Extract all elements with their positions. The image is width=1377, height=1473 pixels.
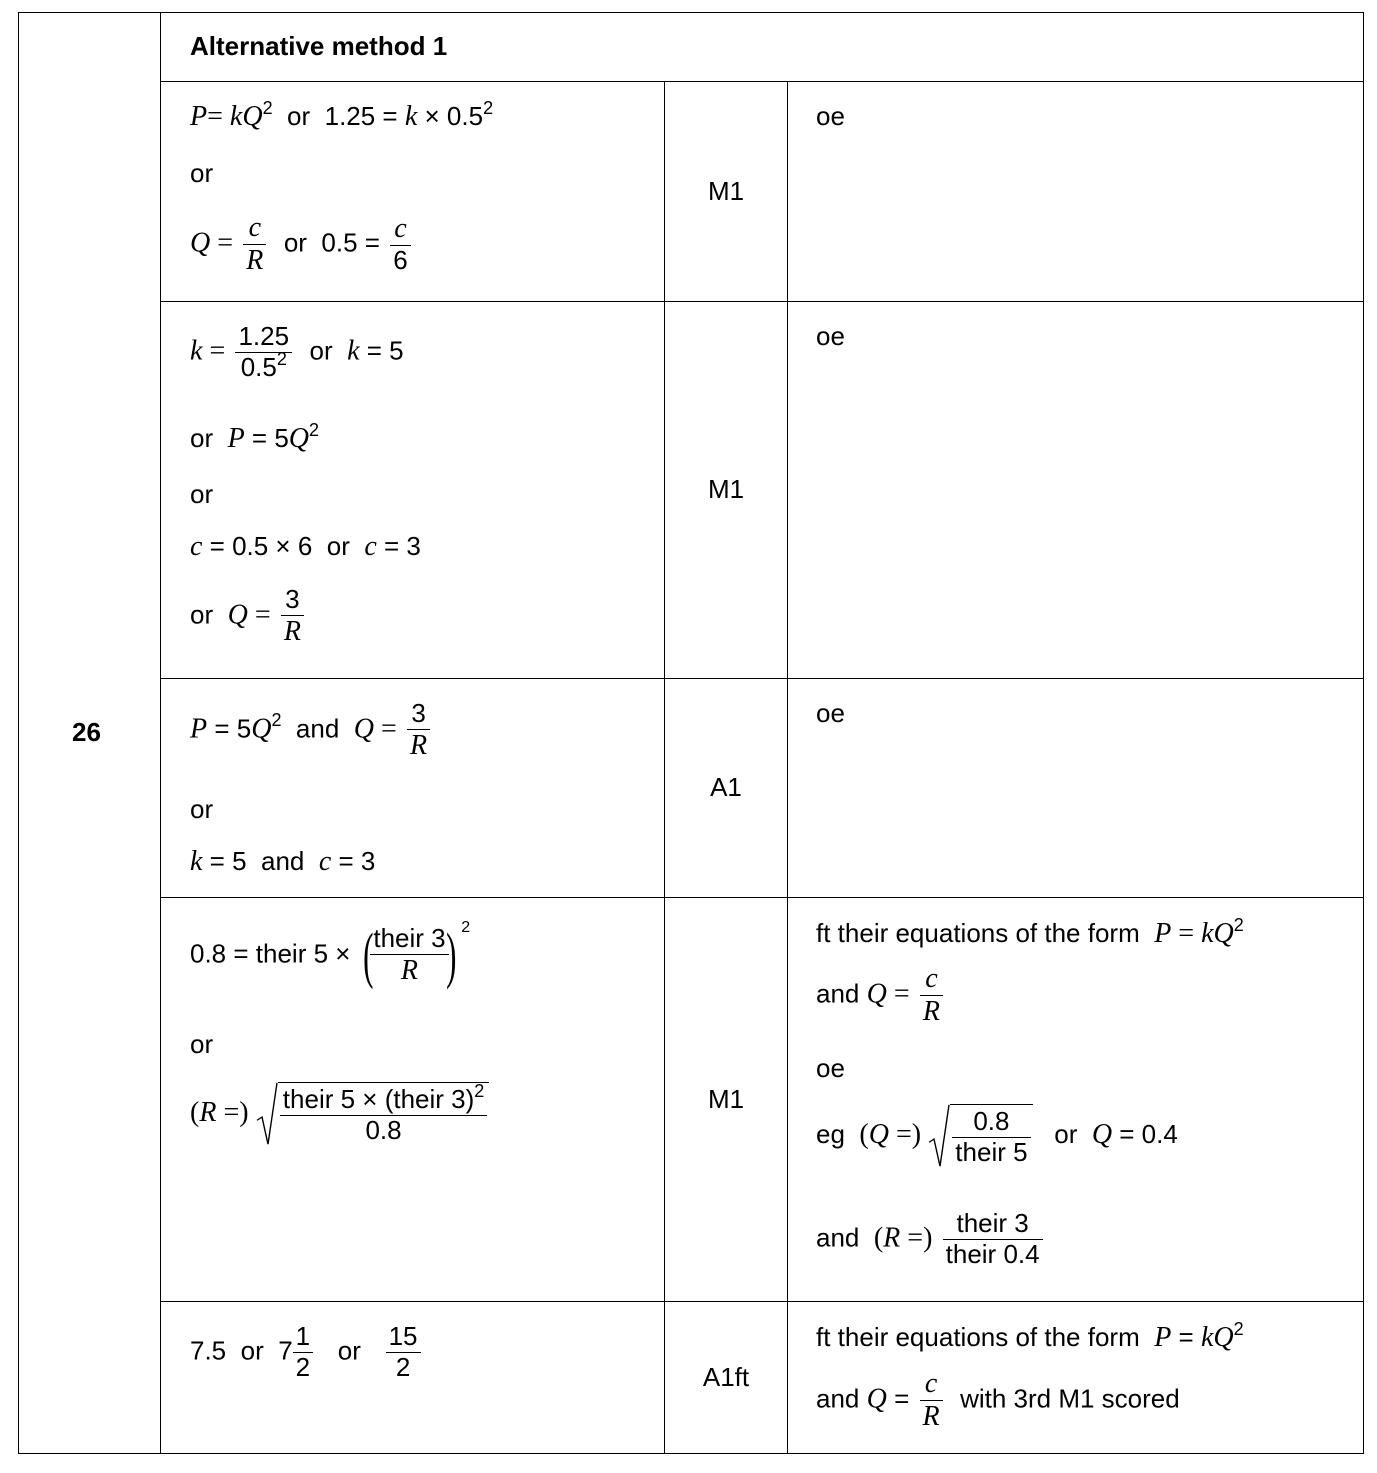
row1-line1: $P= kQ^2$ or $1.25 = k \times 0.5^2$ xyxy=(190,98,494,132)
fraction-1-over-2: $\frac{1}{2}$ xyxy=(293,1322,313,1383)
row1-comment: oe xyxy=(816,101,845,131)
row2-or: or xyxy=(190,479,214,509)
row3-or: or xyxy=(190,794,214,824)
row-divider xyxy=(160,301,1364,302)
fraction-c-over-R: $\frac{c}{R}$ xyxy=(243,212,266,277)
row-divider xyxy=(160,897,1364,898)
row4-comment-line2: and Q = $\frac{c}{R}$ xyxy=(816,963,946,1028)
row2-comment: oe xyxy=(816,321,845,351)
row-divider xyxy=(160,1301,1364,1302)
row5-line1: 7.5 or 7 $\frac{1}{2}$ or $\frac{15}{2}$ xyxy=(190,1322,424,1383)
row4-comment-line3: oe xyxy=(816,1053,845,1083)
row5-comment-line1: ft their equations of the form $P = kQ^2$ xyxy=(816,1319,1244,1353)
square-root: $\frac{0.8}{\text{their 5}}$ xyxy=(928,1104,1032,1168)
row5-mark: A1ft xyxy=(702,1362,750,1392)
fraction-3-over-R: $\frac{3}{R}$ xyxy=(407,699,430,762)
table-border-right xyxy=(1363,12,1364,1454)
fraction-their3-over-R: $\frac{\text{their 3}}{R}$ xyxy=(370,924,448,987)
fraction-c-over-6: $\frac{c}{6}$ xyxy=(390,213,410,276)
row-divider xyxy=(160,81,1364,82)
square-root: $\frac{their 5 \times (their 3)^2}{0.8}$ xyxy=(256,1082,490,1146)
fraction-their3-over-their0-4: $\frac{\text{their 3}}{\text{their 0.4}}$ xyxy=(943,1209,1043,1270)
row4-comment-line5: and (R =) $\frac{\text{their 3}}{\text{their 0.4}}$ xyxy=(816,1209,1046,1270)
question-number: 26 xyxy=(72,717,101,747)
column-divider-mark xyxy=(787,81,788,1454)
row3-mark: A1 xyxy=(710,772,742,802)
fraction-3-over-R: $\frac{3}{R}$ xyxy=(281,585,304,648)
row2-line4: c = 0.5 × 6 or c = 3 xyxy=(190,531,421,562)
row2-line5: or Q = $\frac{3}{R}$ xyxy=(190,585,307,648)
row4-comment-line4: eg (Q =) $\frac{0.8}{\text{their 5}}$ or Q = 0.4 xyxy=(816,1106,1178,1167)
row1-or: or xyxy=(190,158,214,188)
row5-comment-line2: and Q = $\frac{c}{R}$ with 3rd M1 scored xyxy=(816,1368,1180,1433)
row2-mark: M1 xyxy=(707,474,745,504)
row3-line3: k = 5 and c = 3 xyxy=(190,846,376,877)
column-divider-working xyxy=(664,81,665,1454)
row4-line3: (R =) $\frac{their 5 \times (their 3)^2}{0.8}$ xyxy=(190,1082,489,1146)
mark-scheme-table xyxy=(18,12,1364,1454)
row1-mark: M1 xyxy=(707,176,745,206)
row2-line2: or $P = 5Q^2$ xyxy=(190,420,320,454)
table-border-top xyxy=(18,12,1364,13)
column-divider-question xyxy=(160,12,161,1454)
method-heading: Alternative method 1 xyxy=(190,31,448,61)
row2-line1: k = $\frac{1.25}{0.5^2}$ or k = 5 xyxy=(190,321,404,382)
fraction-15-over-2: $\frac{15}{2}$ xyxy=(386,1322,421,1383)
row1-line3: Q = $\frac{c}{R}$ or 0.5 = $\frac{c}{6}$ xyxy=(190,212,414,277)
row4-line1: 0.8 = their 5 × ( $\frac{\text{their 3}}{R}$ ) $^2$ xyxy=(190,919,471,990)
row3-line1: $P = 5Q^2$ and Q = $\frac{3}{R}$ xyxy=(190,699,433,762)
row4-comment-line1: ft their equations of the form $P = kQ^2$ xyxy=(816,915,1244,949)
row4-or: or xyxy=(190,1029,214,1059)
fraction-c-over-R: $\frac{c}{R}$ xyxy=(920,963,943,1028)
row3-comment: oe xyxy=(816,698,845,728)
table-border-left xyxy=(18,12,19,1454)
fraction-c-over-R: $\frac{c}{R}$ xyxy=(920,1368,943,1433)
table-border-bottom xyxy=(18,1453,1364,1454)
row-divider xyxy=(160,678,1364,679)
fraction-1-25-over-0-5-squared: $\frac{1.25}{0.5^2}$ xyxy=(235,322,292,383)
row4-mark: M1 xyxy=(707,1084,745,1114)
